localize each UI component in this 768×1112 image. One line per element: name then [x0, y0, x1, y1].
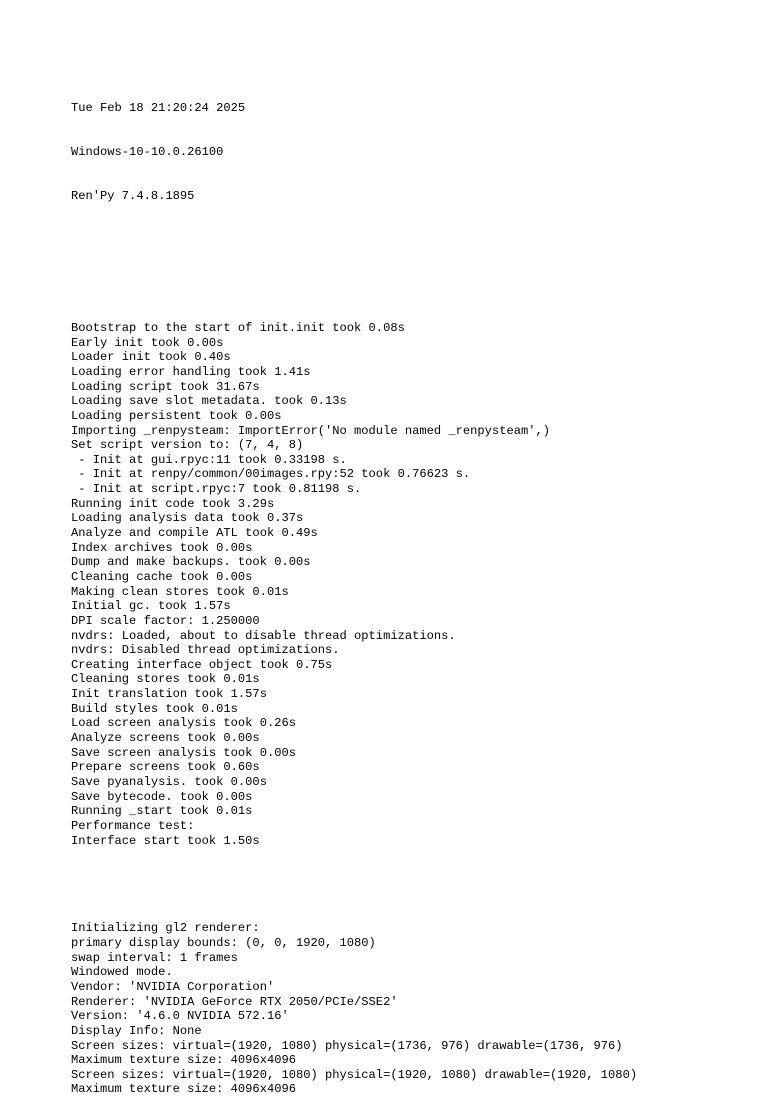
log-line: - Init at renpy/common/00images.rpy:52 took 0.76623 s. [71, 467, 471, 482]
log-line: nvdrs: Loaded, about to disable thread optimizations. [71, 628, 456, 643]
init-log-section [71, 321, 637, 848]
log-line: DPI scale factor: 1.250000 [71, 613, 260, 628]
log-line: Performance test: [71, 818, 195, 833]
blank-line [71, 877, 637, 892]
log-version: Ren'Py 7.4.8.1895 [71, 189, 195, 204]
log-line: Screen sizes: virtual=(1920, 1080) physical=(1736, 976) drawable=(1736, 976) [71, 1038, 623, 1053]
log-line: primary display bounds: (0, 0, 1920, 1080) [71, 936, 376, 951]
log-line: Cleaning cache took 0.00s [71, 569, 253, 584]
log-line: nvdrs: Disabled thread optimizations. [71, 643, 340, 658]
log-line: Loading save slot metadata. took 0.13s [71, 394, 347, 409]
log-platform: Windows-10-10.0.26100 [71, 145, 224, 160]
log-line: Maximum texture size: 4096x4096 [71, 1082, 296, 1097]
log-line: Analyze screens took 0.00s [71, 731, 260, 746]
log-line: Save bytecode. took 0.00s [71, 789, 253, 804]
log-line: Cleaning stores took 0.01s [71, 672, 260, 687]
blank-line [71, 277, 637, 292]
log-line: Initializing gl2 renderer: [71, 921, 260, 936]
log-line: Init translation took 1.57s [71, 687, 267, 702]
log-line: - Init at gui.rpyc:11 took 0.33198 s. [71, 452, 347, 467]
log-line: Dump and make backups. took 0.00s [71, 555, 311, 570]
log-line: Version: '4.6.0 NVIDIA 572.16' [71, 1009, 289, 1024]
log-line: Loading persistent took 0.00s [71, 408, 282, 423]
log-line: Loader init took 0.40s [71, 350, 231, 365]
renderer-log-section [71, 921, 637, 1097]
log-line: Load screen analysis took 0.26s [71, 716, 296, 731]
blank-line [71, 233, 637, 248]
log-text [71, 72, 637, 1112]
log-line: Loading analysis data took 0.37s [71, 511, 304, 526]
log-line: Display Info: None [71, 1023, 202, 1038]
log-line: Maximum texture size: 4096x4096 [71, 1053, 296, 1068]
log-line: Renderer: 'NVIDIA GeForce RTX 2050/PCIe/SSE2' [71, 994, 398, 1009]
log-line: swap interval: 1 frames [71, 950, 238, 965]
log-line: Running _start took 0.01s [71, 804, 253, 819]
log-line: Initial gc. took 1.57s [71, 599, 231, 614]
log-line: Set script version to: (7, 4, 8) [71, 438, 304, 453]
log-line: Importing _renpysteam: ImportError('No module named _renpysteam',) [71, 423, 550, 438]
log-line: Early init took 0.00s [71, 335, 224, 350]
log-line: Save screen analysis took 0.00s [71, 745, 296, 760]
log-line: Screen sizes: virtual=(1920, 1080) physical=(1920, 1080) drawable=(1920, 1080) [71, 1067, 638, 1082]
log-timestamp: Tue Feb 18 21:20:24 2025 [71, 101, 246, 116]
log-line: Windowed mode. [71, 965, 173, 980]
log-line: Making clean stores took 0.01s [71, 584, 289, 599]
log-line: Analyze and compile ATL took 0.49s [71, 526, 318, 541]
log-line: Build styles took 0.01s [71, 701, 238, 716]
log-line: Save pyanalysis. took 0.00s [71, 774, 267, 789]
log-line: Running init code took 3.29s [71, 496, 275, 511]
log-line: - Init at script.rpyc:7 took 0.81198 s. [71, 482, 362, 497]
log-line: Loading script took 31.67s [71, 379, 260, 394]
log-line: Loading error handling took 1.41s [71, 365, 311, 379]
log-line: Index archives took 0.00s [71, 540, 253, 555]
log-line: Creating interface object took 0.75s [71, 657, 333, 672]
log-line: Interface start took 1.50s [71, 833, 260, 848]
log-line: Vendor: 'NVIDIA Corporation' [71, 979, 275, 994]
log-line: Bootstrap to the start of init.init took 0.08s [71, 321, 405, 336]
log-line: Prepare screens took 0.60s [71, 760, 260, 775]
